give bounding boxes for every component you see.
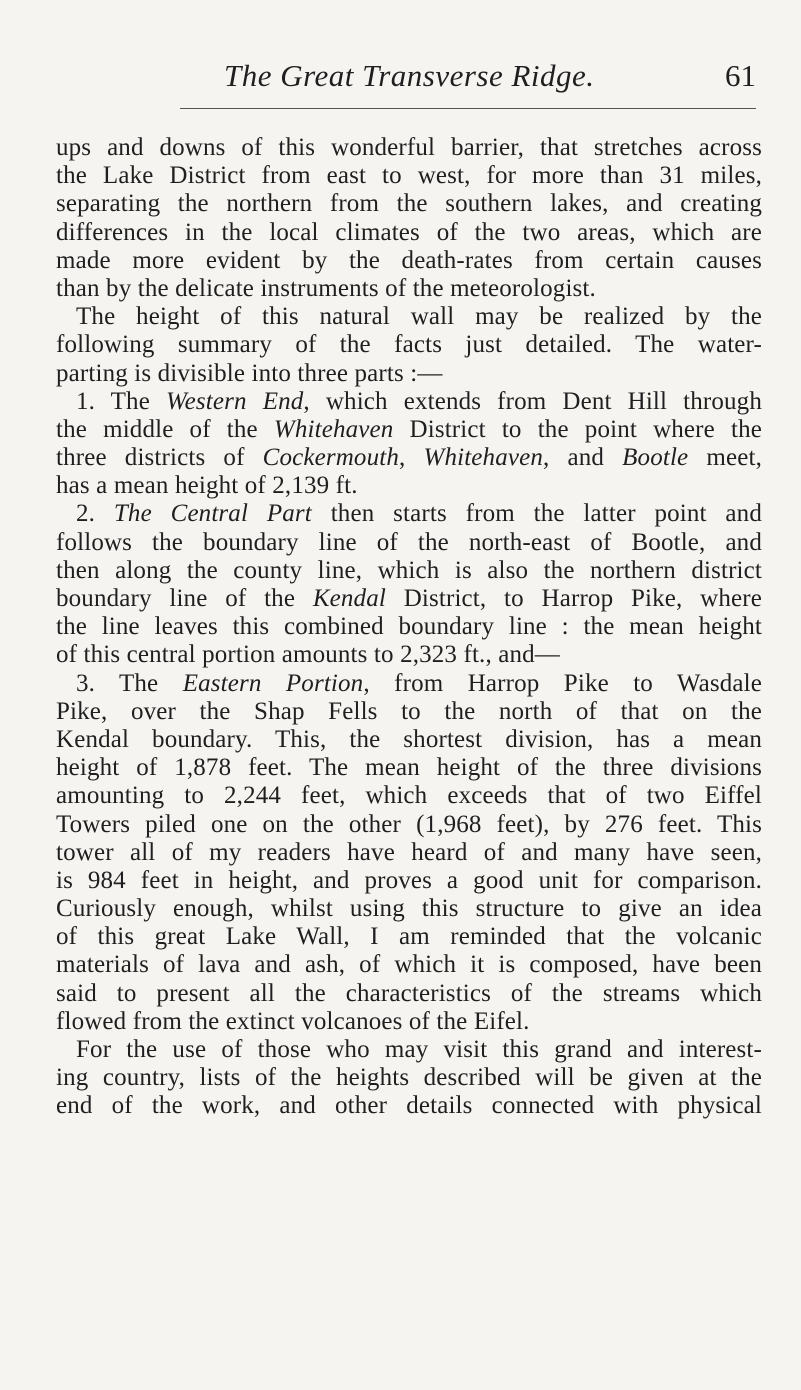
text-line: the Lake District from east to west, for more than 31 miles, [56, 162, 762, 190]
text-line: 1. The Western End, which extends from Dent Hill through [76, 387, 762, 415]
text-line: of this central portion amounts to 2,323 ft., and— [56, 641, 560, 669]
text-line: follows the boundary line of the north-east of Bootle, and [56, 528, 762, 556]
text-line: height of 1,878 feet. The mean height of the three divisions [56, 754, 762, 782]
running-header [180, 58, 756, 118]
italic-term: Cockermouth [262, 444, 399, 472]
text-line: then along the county line, which is also the northern district [56, 556, 762, 584]
text-line: Pike, over the Shap Fells to the north of that on the [56, 697, 762, 725]
italic-term: Kendal [312, 585, 386, 612]
text-line: For the use of those who may visit this grand and interest- [76, 1036, 762, 1063]
text-line: 3. The Eastern Portion, from Harrop Pike to Wasdale [76, 669, 763, 697]
text-line: Curiously enough, whilst using this structure to give an idea [56, 895, 762, 923]
italic-term: Bootle [622, 444, 689, 472]
body-text [56, 134, 762, 1121]
text-line: parting is divisible into three parts :— [56, 359, 443, 387]
text-line: three districts of Cockermouth, Whitehaven, and Bootle meet, [56, 444, 762, 472]
text-line: The height of this natural wall may be realized by the [76, 303, 762, 331]
text-line: end of the work, and other details connected with physical [56, 1092, 762, 1120]
text-line: following summary of the facts just detailed. The water- [56, 331, 762, 359]
header-rule [180, 108, 756, 109]
text-line: the line leaves this combined boundary line : the mean height [56, 613, 762, 641]
text-line: Towers piled one on the other (1,968 feet), by 276 feet. This [56, 810, 762, 838]
italic-term: Whitehaven [423, 444, 543, 472]
text-line: made more evident by the death-rates from certain causes [56, 246, 762, 274]
italic-term: Whitehaven [273, 415, 394, 443]
text-line: ing country, lists of the heights described will be given at the [56, 1064, 762, 1092]
text-line: the middle of the Whitehaven District to the point where the [56, 415, 762, 443]
text-line: differences in the local climates of the two areas, which are [56, 218, 762, 246]
italic-term: Eastern Portion [182, 669, 364, 697]
text-line: materials of lava and ash, of which it is composed, have been [56, 951, 762, 979]
text-line: Kendal boundary. This, the shortest division, has a mean [56, 725, 762, 753]
running-title: The Great Transverse Ridge. [224, 58, 595, 93]
text-line: flowed from the extinct volcanoes of the Eifel. [56, 1007, 530, 1035]
text-line: amounting to 2,244 feet, which exceeds that of two Eiffel [56, 782, 762, 810]
text-line: separating the northern from the southern lakes, and creating [56, 190, 762, 218]
text-line: than by the delicate instruments of the meteorologist. [56, 274, 596, 302]
italic-term: Western End [165, 387, 304, 415]
text-line: ups and downs of this wonderful barrier, that stretches across [56, 134, 762, 161]
page-number: 61 [725, 58, 756, 93]
text-line: tower all of my readers have heard of and many have seen, [56, 838, 762, 866]
italic-term: The Central Part [113, 500, 312, 528]
text-line: of this great Lake Wall, I am reminded that the volcanic [56, 923, 762, 951]
text-line: said to present all the characteristics of the streams which [56, 979, 762, 1007]
text-line: 2. The Central Part then starts from the latter point and [76, 500, 762, 528]
text-line: is 984 feet in height, and proves a good unit for comparison. [56, 866, 762, 894]
text-line: boundary line of the Kendal District, to Harrop Pike, where [56, 585, 762, 612]
text-line: has a mean height of 2,139 ft. [56, 472, 358, 500]
